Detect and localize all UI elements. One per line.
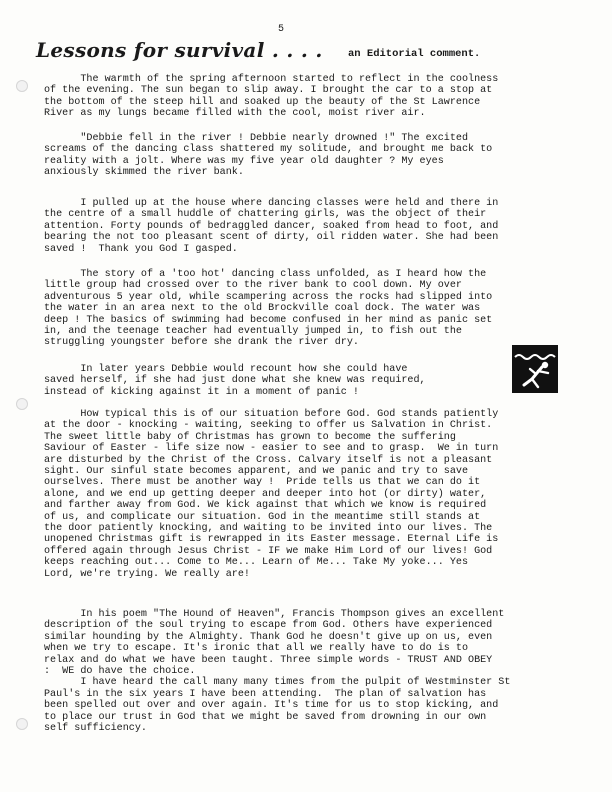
paragraph: In his poem "The Hound of Heaven", Francis Thompson gives an excellent description of the soul trying to escape from God. Others have experienced similar hounding by the Almighty. Thank God he doesn't give up on us, even when we try to escape. It's ironic that all we really have to do is to relax and do what we have been taught. Three simple words - TRUST AND OBEY : WE do have the choice. I have heard the call many many times from the pulpit of Westminster St Paul's in the six years I have been attending. The plan of salvation has been spelled out over and over again. It's time for us to stop kicking, and to place our trust in God that we might be saved from drowning in our own self sufficiency. xyxy=(44,609,511,735)
page-number: 5 xyxy=(278,24,285,35)
paragraph: In later years Debbie would recount how she could have saved herself, if she had just done what she knew was required, instead of kicking against it in a moment of panic ! xyxy=(44,364,426,398)
paragraph: The warmth of the spring afternoon started to reflect in the coolness of the evening. The sun began to slip away. I brought the car to a stop at the bottom of the steep hill and soaked up the beauty of the St Lawrence River as my lungs became filled with the cool, moist river air. xyxy=(44,74,499,120)
drowning-swimmer-icon xyxy=(512,345,558,393)
binder-hole xyxy=(16,398,28,410)
paragraph: "Debbie fell in the river ! Debbie nearly drowned !" The excited screams of the dancing class shattered my solitude, and brought me back to reality with a jolt. Where was my five year old daughter ? My eyes anxiously skimmed the river bank. xyxy=(44,133,493,179)
binder-hole xyxy=(16,718,28,730)
page-subtitle: an Editorial comment. xyxy=(348,48,481,60)
paragraph: The story of a 'too hot' dancing class unfolded, as I heard how the little group had crossed over to the river bank to cool down. My over adventurous 5 year old, while scampering across the rocks had slipped into the water in an area next to the old Brockville coal dock. The water was deep ! The basics of swimming had become confused in her mind as panic set in, and the teenage teacher had eventually jumped in, to fish out the struggling youngster before she drank the river dry. xyxy=(44,269,493,349)
paragraph: I pulled up at the house where dancing classes were held and there in the centre of a small huddle of chattering girls, was the object of their attention. Forty pounds of bedraggled dancer, soaked from head to foot, and bearing the not too pleasant scent of dirty, oil ridden water. She had been saved ! Thank you God I gasped. xyxy=(44,198,499,255)
binder-hole xyxy=(16,80,28,92)
page-title: Lessons for survival . . . . xyxy=(36,38,323,62)
paragraph: How typical this is of our situation before God. God stands patiently at the door - knocking - waiting, seeking to offer us Salvation in Christ. The sweet little baby of Christmas has grown to become the suffering Saviour of Easter - life size now - easier to see and to grasp. We in turn are disturbed by the Christ of the Cross. Calvary itself is not a pleasant sight. Our sinful state becomes apparent, and we panic and try to save ourselves. There must be another way ! Pride tells us that we can do it alone, and we end up getting deeper and deeper into hot (or dirty) water, and farther away from God. We kick against that which we know is required of us, and complicate our situation. God in the meantime still stands at the door patiently knocking, and waiting to be invited into our lives. The unopened Christmas gift is rewrapped in its Easter message. Eternal Life is offered again through Jesus Christ - IF we make Him Lord of our lives! God keeps reaching out... Come to Me... Learn of Me... Take My yoke... Yes Lord, we're trying. We really are! xyxy=(44,409,499,580)
